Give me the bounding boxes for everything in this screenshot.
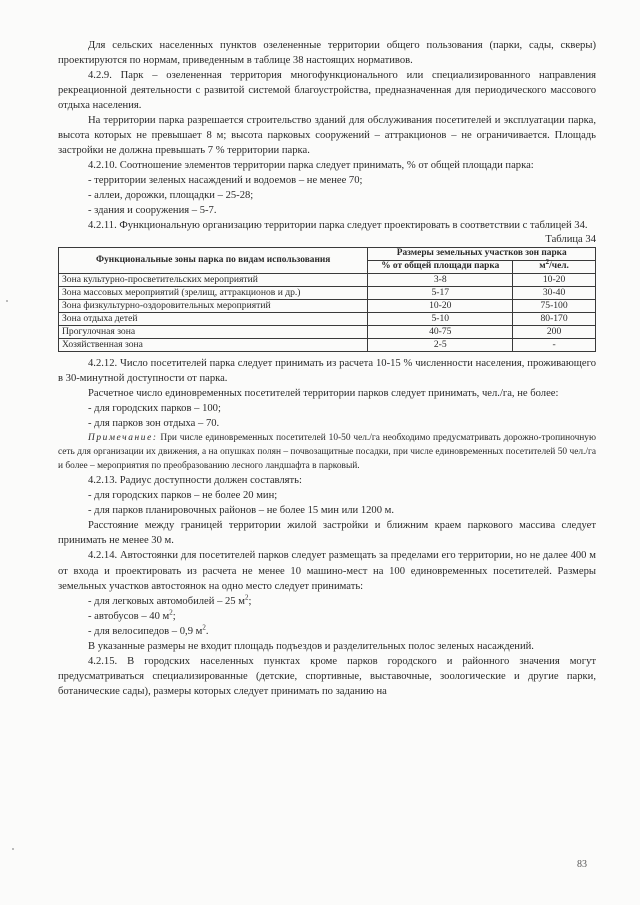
paragraph: 4.2.14. Автостоянки для посетителей парков следует размещать за пределами его территории, но не далее 400 м от входа и проектировать из расчета не менее 10 машино-мест на 100 единовременных посетителей. Размеры земельных участков автостоянок на одно место следует принимать: <box>58 550 596 592</box>
paragraph: 4.2.11. Функциональную организацию территории парка следует проектировать в соответствии с таблицей 34. <box>88 220 588 232</box>
table-header-per-person: $м^2$/чел. <box>513 261 596 274</box>
table-header-sizes: Размеры земельных участков зон парка <box>368 248 596 261</box>
list-item: - здания и сооружения – 5-7. <box>88 205 217 217</box>
zones-table <box>58 247 596 351</box>
paragraph: На территории парка разрешается строительство зданий для обслуживания посетителей и эксплуатации парка, высота которых не превышает 8 м; высота парковых сооружений – аттракционов – не ограничивается. Площадь застройки не должна превышать 7 % территории парка. <box>58 115 596 157</box>
table-row <box>59 325 596 338</box>
table-caption: Таблица 34 <box>545 234 596 246</box>
table-header-percent: % от общей площади парка <box>368 261 513 274</box>
table-cell-per: 30-40 <box>513 286 596 299</box>
table-cell-pct: 5-10 <box>368 312 513 325</box>
paragraph: 4.2.9. Парк – озелененная территория многофункционального или специализированного направления рекреационной деятельности с развитой системой благоустройства, предназначенная для периодического массового отдыха населения. <box>58 70 596 112</box>
table-cell-per: 80-170 <box>513 312 596 325</box>
list-item: - для городских парков – не более 20 мин; <box>88 490 278 502</box>
paragraph: 4.2.15. В городских населенных пунктах кроме парков городского и районного значения могут предусматриваться специализированные (детские, спортивные, выставочные, зоологические и другие парки, ботанические сады), размеры которых следует принимать по заданию на <box>58 655 596 697</box>
list-item: - для легковых автомобилей – 25 $м^2$; <box>88 593 252 607</box>
paragraph: 4.2.13. Радиус доступности должен составлять: <box>88 475 302 487</box>
table-cell-zone: Хозяйственная зона <box>59 338 368 351</box>
table-row <box>59 299 596 312</box>
table-cell-per: 75-100 <box>513 299 596 312</box>
document-page <box>58 38 596 699</box>
paragraph: В указанные размеры не входит площадь подъездов и разделительных полос зеленых насаждений. <box>88 640 534 652</box>
table-cell-zone: Зона культурно-просветительских мероприятий <box>59 273 368 286</box>
paragraph: Расстояние между границей территории жилой застройки и ближним краем паркового массива следует принимать не менее 30 м. <box>58 520 596 547</box>
table-cell-pct: 10-20 <box>368 299 513 312</box>
list-item: - территории зеленых насаждений и водоемов – не менее 70; <box>88 175 363 187</box>
table-cell-zone: Прогулочная зона <box>59 325 368 338</box>
table-cell-zone: Зона физкультурно-оздоровительных мероприятий <box>59 299 368 312</box>
list-item: - для велосипедов – 0,9 $м^2$. <box>88 623 209 637</box>
list-item: - для городских парков – 100; <box>88 402 221 414</box>
table-cell-pct: 2-5 <box>368 338 513 351</box>
table-cell-pct: 5-17 <box>368 286 513 299</box>
table-cell-per: 200 <box>513 325 596 338</box>
list-item: - аллеи, дорожки, площадки – 25-28; <box>88 190 254 202</box>
table-row <box>59 286 596 299</box>
table-row <box>59 312 596 325</box>
table-row <box>59 273 596 286</box>
list-item: - для парков зон отдыха – 70. <box>88 417 220 429</box>
table-cell-per: - <box>513 338 596 351</box>
table-cell-per: 10-20 <box>513 273 596 286</box>
table-cell-zone: Зона отдыха детей <box>59 312 368 325</box>
table-cell-pct: 40-75 <box>368 325 513 338</box>
note <box>58 431 596 473</box>
page-number: 83 <box>577 859 587 870</box>
list-item: - автобусов – 40 $м^2$; <box>88 608 176 622</box>
note-text: При числе единовременных посетителей 10-50 чел./га необходимо предусматривать дорожно-тропиночную сеть для организации их движения, а на опушках полян – почвозащитные посадки, при числе единовременных посетителей 50 чел./га и более – мероприятия по преобразованию лесного ландшафта в парковый. <box>58 433 596 472</box>
paragraph: 4.2.10. Соотношение элементов территории парка следует принимать, % от общей площади парка: <box>88 160 534 172</box>
list-item: - для парков планировочных районов – не более 15 мин или 1200 м. <box>88 505 395 517</box>
table-header-zones: Функциональные зоны парка по видам использования <box>59 248 368 274</box>
table-cell-zone: Зона массовых мероприятий (зрелищ, аттракционов и др.) <box>59 286 368 299</box>
paragraph: Для сельских населенных пунктов озелененные территории общего пользования (парки, сады, скверы) проектируются по нормам, приведенным в таблице 38 настоящих нормативов. <box>58 40 596 67</box>
table-row <box>59 338 596 351</box>
paragraph: 4.2.12. Число посетителей парка следует принимать из расчета 10-15 % численности населения, проживающего в 30-минутной доступности от парка. <box>58 357 596 384</box>
note-label: Примечание: <box>88 433 158 443</box>
table-cell-pct: 3-8 <box>368 273 513 286</box>
paragraph: Расчетное число единовременных посетителей территории парков следует принимать, чел./га, не более: <box>88 387 559 399</box>
scan-speck <box>6 300 8 302</box>
scan-speck <box>12 848 14 850</box>
